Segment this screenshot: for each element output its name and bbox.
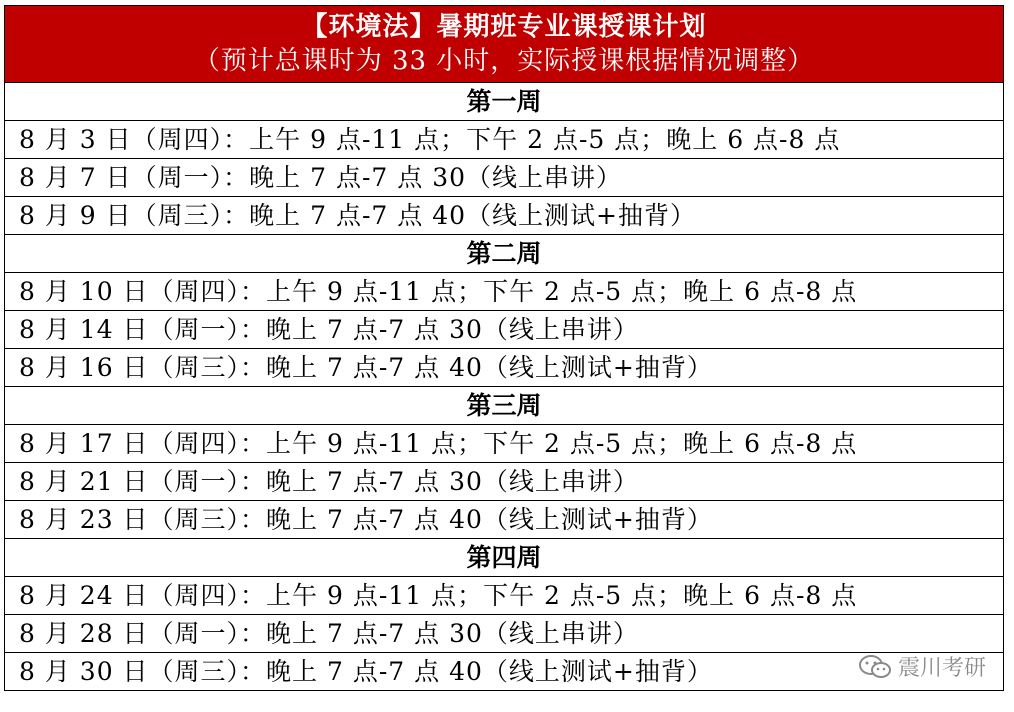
schedule-entry: 8 月 14 日（周一）：晚上 7 点-7 点 30（线上串讲）: [5, 311, 1004, 349]
schedule-row: [5, 501, 1004, 539]
schedule-row: [5, 121, 1004, 159]
schedule-entry: 8 月 23 日（周三）：晚上 7 点-7 点 40（线上测试+抽背）: [5, 501, 1004, 539]
week-header-row: [5, 539, 1004, 577]
week-label: 第三周: [5, 387, 1004, 425]
schedule-entry: 8 月 24 日（周四）：上午 9 点-11 点；下午 2 点-5 点；晚上 6 点-8 点: [5, 577, 1004, 615]
schedule-table: [4, 5, 1004, 691]
schedule-entry: 8 月 28 日（周一）：晚上 7 点-7 点 30（线上串讲）: [5, 615, 1004, 653]
schedule-body: [5, 6, 1004, 691]
schedule-row: [5, 273, 1004, 311]
schedule-entry: 8 月 9 日（周三）：晚上 7 点-7 点 40（线上测试+抽背）: [5, 197, 1004, 235]
schedule-entry: 8 月 17 日（周四）：上午 9 点-11 点；下午 2 点-5 点；晚上 6 点-8 点: [5, 425, 1004, 463]
schedule-row: [5, 577, 1004, 615]
page-title: 【环境法】暑期班专业课授课计划: [301, 12, 707, 42]
schedule-row: [5, 197, 1004, 235]
watermark-text: 震川考研: [897, 656, 986, 681]
week-label: 第一周: [5, 83, 1004, 121]
header-cell: [5, 6, 1004, 83]
schedule-row: [5, 463, 1004, 501]
schedule-entry: 8 月 21 日（周一）：晚上 7 点-7 点 30（线上串讲）: [5, 463, 1004, 501]
schedule-row: [5, 311, 1004, 349]
header-row: [5, 6, 1004, 83]
schedule-row: [5, 615, 1004, 653]
schedule-entry: 8 月 10 日（周四）：上午 9 点-11 点；下午 2 点-5 点；晚上 6 点-8 点: [5, 273, 1004, 311]
page-subtitle: （预计总课时为 33 小时，实际授课根据情况调整）: [193, 46, 815, 76]
watermark: [858, 651, 986, 682]
schedule-entry: 8 月 3 日（周四）：上午 9 点-11 点；下午 2 点-5 点；晚上 6 点-8 点: [5, 121, 1004, 159]
wechat-icon: [858, 654, 892, 680]
schedule-row: [5, 425, 1004, 463]
week-header-row: [5, 235, 1004, 273]
schedule-row: [5, 159, 1004, 197]
week-header-row: [5, 83, 1004, 121]
schedule-row: [5, 653, 1004, 691]
week-label: 第四周: [5, 539, 1004, 577]
schedule-entry: 8 月 30 日（周三）：晚上 7 点-7 点 40（线上测试+抽背）: [5, 653, 1004, 691]
schedule-row: [5, 349, 1004, 387]
week-header-row: [5, 387, 1004, 425]
schedule-entry: 8 月 7 日（周一）：晚上 7 点-7 点 30（线上串讲）: [5, 159, 1004, 197]
week-label: 第二周: [5, 235, 1004, 273]
schedule-entry: 8 月 16 日（周三）：晚上 7 点-7 点 40（线上测试+抽背）: [5, 349, 1004, 387]
